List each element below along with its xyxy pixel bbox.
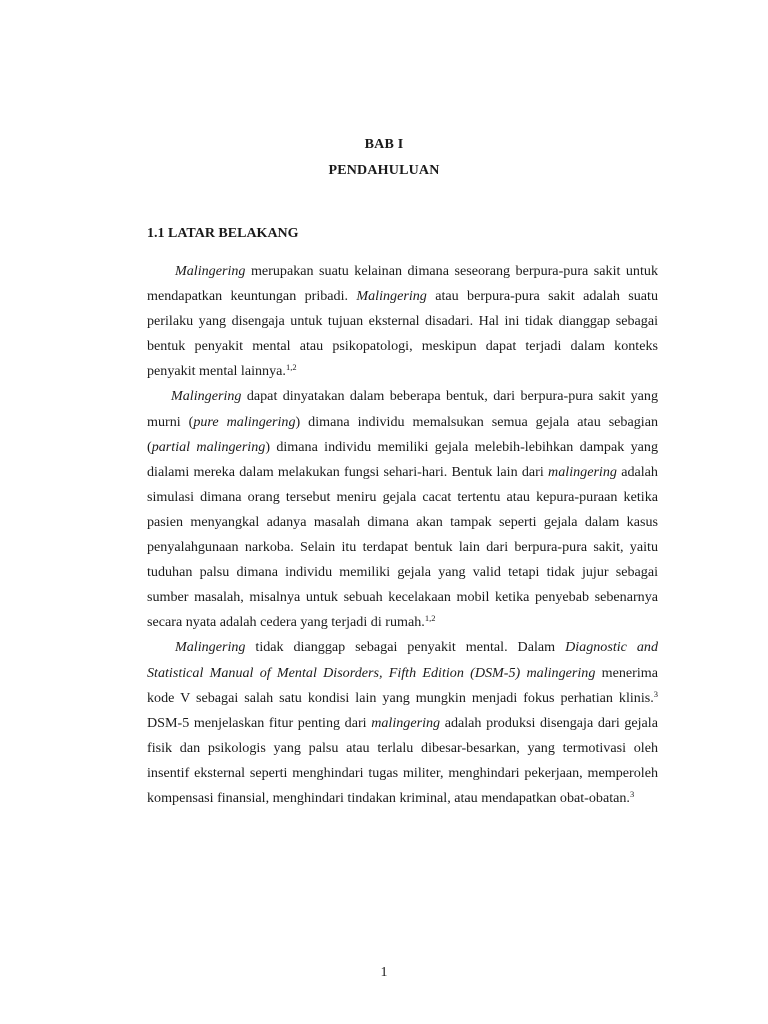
- italic-term: malingering: [371, 714, 441, 731]
- text-run: menerima kode V sebagai salah satu kondisi lain yang mungkin menjadi fokus perhatian klinis.: [147, 664, 658, 706]
- chapter-title: PENDAHULUAN: [328, 163, 440, 178]
- body-text: [147, 259, 658, 811]
- text-run: adalah produksi disengaja dari gejala fisik dan psikologis yang palsu atau terlalu dibesar-besarkan, yang termotivasi oleh insentif eksternal seperti menghindari tugas militer, menghindari pekerjaan, memperoleh kompensasi finansial, menghindari tindakan kriminal, atau mendapatkan obat-obatan.: [147, 714, 658, 806]
- text-run: dapat dinyatakan dalam beberapa bentuk, dari berpura-pura sakit yang murni (: [147, 388, 658, 430]
- italic-term: partial malingering: [151, 438, 266, 455]
- section-heading: 1.1 LATAR BELAKANG: [147, 226, 299, 241]
- italic-term: Malingering: [171, 388, 242, 405]
- paragraph-2: [147, 384, 658, 635]
- citation-superscript: 1,2: [285, 362, 297, 373]
- italic-term: malingering: [548, 463, 617, 480]
- text-run: merupakan suatu kelainan dimana seseorang berpura-pura sakit untuk mendapatkan keuntungan pribadi.: [147, 263, 658, 305]
- italic-term: pure malingering: [193, 413, 296, 430]
- paragraph-3: [147, 635, 658, 811]
- citation-superscript: 3: [653, 688, 658, 699]
- text-run: ) dimana individu memiliki gejala melebih-lebihkan dampak yang dialami mereka dalam melakukan fungsi sehari-hari. Bentuk lain dari: [147, 438, 658, 480]
- paragraph-1: [147, 259, 658, 384]
- page-number: 1: [380, 965, 388, 980]
- italic-term: Diagnostic and Statistical Manual of Mental Disorders, Fifth Edition (DSM-5) malingering: [147, 639, 658, 681]
- text-run: atau berpura-pura sakit adalah suatu perilaku yang disengaja untuk tujuan eksternal disadari. Hal ini tidak dianggap sebagai bentuk penyakit mental atau psikopatologi, meskipun dapat terjadi dalam konteks penyakit mental lainnya.: [147, 288, 658, 380]
- citation-superscript: 3: [629, 788, 635, 799]
- italic-term: Malingering: [356, 288, 427, 305]
- italic-term: Malingering: [175, 263, 246, 279]
- text-run: ) dimana individu memalsukan semua gejala atau sebagian (: [147, 413, 658, 455]
- chapter-number: BAB I: [364, 137, 404, 152]
- text-run: DSM-5 menjelaskan fitur penting dari: [147, 714, 372, 731]
- text-run: adalah simulasi dimana orang tersebut meniru gejala cacat tertentu atau kepura-puraan ketika pasien menyangkal adanya masalah dimana akan tampak seperti gejala dalam kasus penyalahgunaan narkoba. Selain itu terdapat bentuk lain dari berpura-pura sakit, yaitu tuduhan palsu dimana individu memiliki gejala yang valid tetapi tidak jujur sebagai sumber masalah, misalnya untuk sebuah kecelakaan mobil ketika penyebab sebenarnya secara nyata adalah cedera yang terjadi di rumah.: [147, 463, 658, 631]
- text-run: tidak dianggap sebagai penyakit mental. Dalam: [245, 639, 566, 656]
- citation-superscript: 1,2: [424, 613, 436, 624]
- italic-term: Malingering: [175, 639, 246, 656]
